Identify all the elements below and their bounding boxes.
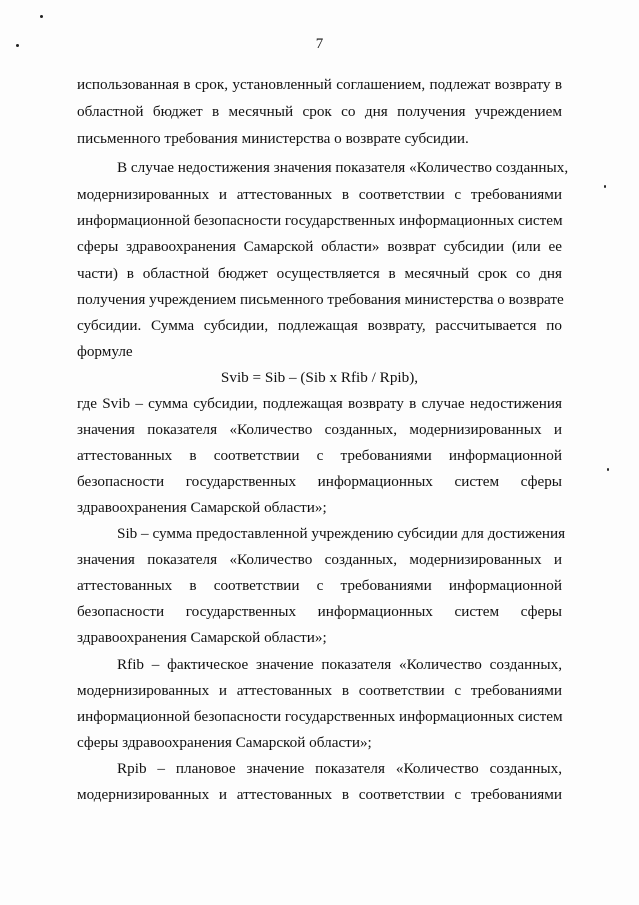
text-line: части) в областной бюджет осуществляется в месячный срок со дня bbox=[77, 265, 562, 282]
text-line: Sib – сумма предоставленной учреждению субсидии для достижения bbox=[117, 525, 566, 542]
scan-speck bbox=[40, 15, 43, 18]
text-line: формуле bbox=[77, 343, 133, 360]
scan-speck bbox=[607, 468, 609, 471]
text-line: Rfib – фактическое значение показателя «Количество созданных, bbox=[117, 656, 562, 673]
text-line: модернизированных и аттестованных в соответствии с требованиями bbox=[77, 786, 562, 803]
scan-speck bbox=[604, 185, 606, 188]
text-line: сферы здравоохранения Самарской области» возврат субсидии (или ее bbox=[77, 238, 562, 255]
text-line: аттестованных в соответствии с требованиями информационной bbox=[77, 447, 562, 464]
text-line: Rpib – плановое значение показателя «Количество созданных, bbox=[117, 760, 562, 777]
text-line: аттестованных в соответствии с требованиями информационной bbox=[77, 577, 562, 594]
text-line: использованная в срок, установленный соглашением, подлежат возврату в bbox=[77, 76, 562, 93]
text-line: безопасности государственных информационных систем сферы bbox=[77, 603, 562, 620]
text-line: здравоохранения Самарской области»; bbox=[77, 499, 327, 516]
text-line: областной бюджет в месячный срок со дня получения учреждением bbox=[77, 103, 562, 120]
text-line: здравоохранения Самарской области»; bbox=[77, 629, 327, 646]
text-line: информационной безопасности государственных информационных систем bbox=[77, 708, 563, 725]
text-line: сферы здравоохранения Самарской области»; bbox=[77, 734, 372, 751]
text-line: модернизированных и аттестованных в соответствии с требованиями bbox=[77, 682, 562, 699]
text-line: получения учреждением письменного требования министерства о возврате bbox=[77, 291, 564, 308]
text-line: модернизированных и аттестованных в соответствии с требованиями bbox=[77, 186, 562, 203]
formula: Svib = Sib – (Sib x Rfib / Rpib), bbox=[220, 369, 419, 386]
text-line: значения показателя «Количество созданных, модернизированных и bbox=[77, 421, 562, 438]
text-line: значения показателя «Количество созданных, модернизированных и bbox=[77, 551, 562, 568]
text-line: письменного требования министерства о возврате субсидии. bbox=[77, 130, 469, 147]
text-line: субсидии. Сумма субсидии, подлежащая возврату, рассчитывается по bbox=[77, 317, 562, 334]
text-line: информационной безопасности государственных информационных систем bbox=[77, 212, 563, 229]
text-line: где Svib – сумма субсидии, подлежащая возврату в случае недостижения bbox=[77, 395, 562, 412]
text-line: В случае недостижения значения показателя «Количество созданных, bbox=[117, 159, 569, 176]
page-number: 7 bbox=[315, 36, 324, 52]
text-line: безопасности государственных информационных систем сферы bbox=[77, 473, 562, 490]
